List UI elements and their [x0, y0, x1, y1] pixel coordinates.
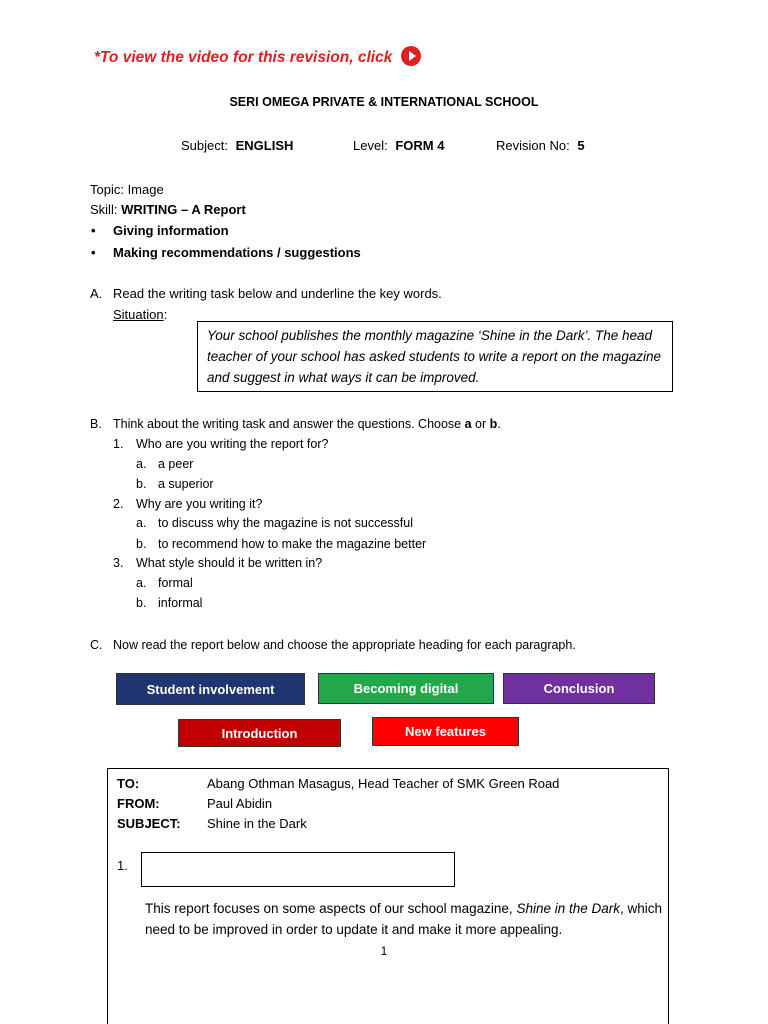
question-number: 3. [113, 556, 124, 570]
section-b-instruction [113, 417, 501, 431]
option-text: a superior [158, 477, 214, 491]
subject-value: ENGLISH [235, 138, 294, 153]
option-text: to discuss why the magazine is not successful [158, 516, 413, 530]
situation-label: Situation [113, 307, 164, 322]
option-text: a peer [158, 457, 194, 471]
report-subject-label: SUBJECT: [117, 816, 181, 831]
play-circle-icon[interactable] [401, 46, 421, 66]
skill-rest: – A Report [177, 202, 246, 217]
page-number: 1 [380, 944, 388, 958]
level-value: FORM 4 [395, 138, 445, 153]
heading-answer-box[interactable] [141, 852, 455, 887]
revision-value: 5 [577, 138, 585, 153]
question-number: 2. [113, 497, 124, 511]
school-name: SERI OMEGA PRIVATE & INTERNATIONAL SCHOOL [229, 95, 539, 109]
choice-b: b [489, 417, 498, 431]
skill-label: Skill: [90, 202, 122, 217]
video-link[interactable] [94, 46, 421, 67]
report-from-label: FROM: [117, 796, 160, 811]
report-box [107, 768, 669, 1024]
option-letter: a. [136, 516, 147, 530]
bullet-item: • Making recommendations / suggestions [113, 245, 361, 260]
question-text: Why are you writing it? [136, 497, 263, 511]
heading-new-features[interactable]: New features [372, 717, 519, 746]
revision-label: Revision No: [496, 138, 570, 153]
heading-becoming-digital[interactable]: Becoming digital [318, 673, 494, 704]
situation-label-wrap [113, 307, 167, 322]
heading-conclusion[interactable]: Conclusion [503, 673, 655, 704]
section-a-marker: A. [90, 286, 103, 301]
question-number: 1. [113, 437, 124, 451]
bullet-item: • Giving information [113, 223, 229, 238]
report-paragraph [145, 898, 665, 940]
section-b-marker: B. [90, 417, 102, 431]
option-letter: a. [136, 576, 147, 590]
option-text: to recommend how to make the magazine better [158, 537, 427, 551]
skill [90, 202, 246, 217]
question-text: What style should it be written in? [136, 556, 323, 570]
situation-line: teacher of your school has asked students to write a report on the magazine [207, 349, 662, 364]
heading-student-involvement[interactable]: Student involvement [116, 673, 305, 705]
report-to-value: Abang Othman Masagus, Head Teacher of SMK Green Road [207, 776, 560, 791]
situation-line: and suggest in what ways it can be improved. [207, 370, 480, 385]
option-letter: b. [136, 537, 147, 551]
situation-line: Your school publishes the monthly magazine ‘Shine in the Dark’. The head [207, 328, 653, 343]
revision-field [496, 138, 585, 153]
section-c-marker: C. [90, 638, 103, 652]
subject-label: Subject: [181, 138, 228, 153]
report-to-label: TO: [117, 776, 140, 791]
situation-box [197, 321, 673, 392]
topic: Topic: Image [90, 182, 164, 197]
option-letter: a. [136, 457, 147, 471]
skill-value: WRITING [121, 202, 178, 217]
choice-or: or [471, 417, 490, 431]
option-letter: b. [136, 477, 147, 491]
report-from-value: Paul Abidin [207, 796, 273, 811]
question-text: Who are you writing the report for? [136, 437, 329, 451]
paragraph-number: 1. [117, 858, 128, 873]
level-field [353, 138, 444, 153]
heading-introduction[interactable]: Introduction [178, 719, 341, 747]
choice-a: a [464, 417, 472, 431]
paragraph-text-post: , which need to be improved in order to update it and make it more appealing. [145, 901, 663, 937]
option-text: informal [158, 596, 203, 610]
situation-colon: : [163, 307, 168, 322]
report-subject-value: Shine in the Dark [207, 816, 307, 831]
paragraph-text-pre: This report focuses on some aspects of our school magazine, [145, 901, 517, 916]
section-c-instruction: Now read the report below and choose the appropriate heading for each paragraph. [113, 638, 576, 652]
section-a-instruction: Read the writing task below and underline the key words. [113, 286, 442, 301]
magazine-title: Shine in the Dark [516, 901, 620, 916]
level-label: Level: [353, 138, 388, 153]
video-link-text[interactable]: *To view the video for this revision, click [94, 49, 393, 66]
option-letter: b. [136, 596, 147, 610]
option-text: formal [158, 576, 193, 590]
choice-end: . [497, 417, 501, 431]
section-b-instruction-text: Think about the writing task and answer the questions. Choose [113, 417, 465, 431]
subject-field [181, 138, 293, 153]
